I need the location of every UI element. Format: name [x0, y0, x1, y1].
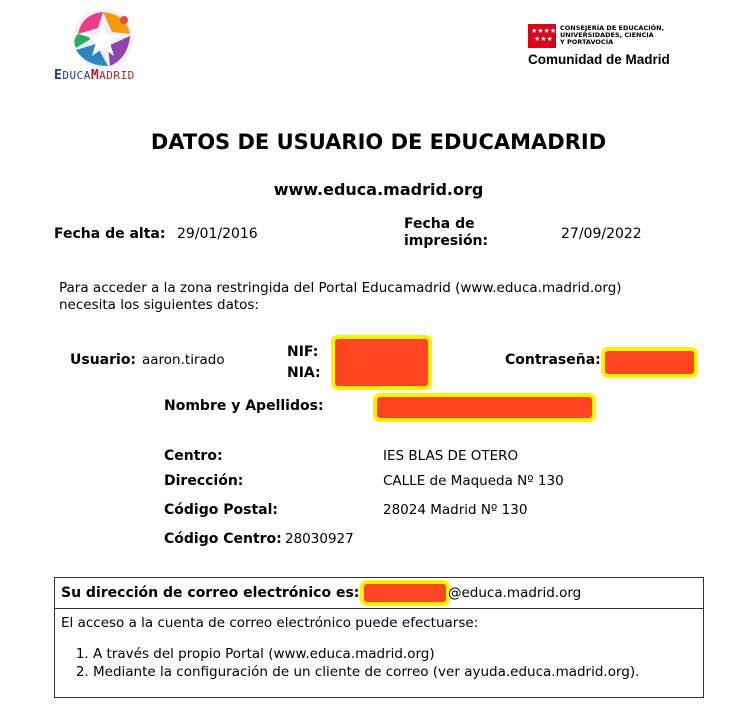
- fecha-impresion-value: 27/09/2022: [561, 226, 642, 242]
- nif-nia-labels: NIF: NIA:: [287, 344, 321, 381]
- list-item: 2. Mediante la configuración de un cliente de correo (ver ayuda.educa.madrid.org).: [93, 663, 639, 681]
- page-title: DATOS DE USUARIO DE EDUCAMADRID: [150, 130, 607, 154]
- nif-redaction: [331, 335, 432, 390]
- email-label: Su dirección de correo electrónico es:: [61, 585, 360, 601]
- educamadrid-logo-icon: [68, 6, 138, 72]
- comunidad-madrid-flag-icon: ★★★★ ★★★: [528, 24, 556, 48]
- email-redaction: [360, 580, 450, 606]
- usuario-value: aaron.tirado: [142, 352, 225, 368]
- email-row: [55, 578, 703, 609]
- educamadrid-wordmark: EDUCAMADRID: [54, 68, 135, 83]
- intro-text: Para acceder a la zona restringida del Portal Educamadrid (www.educa.madrid.org) necesita los siguientes datos:: [59, 280, 622, 313]
- fecha-alta-value: 29/01/2016: [177, 226, 258, 242]
- email-access-list: [55, 645, 639, 681]
- list-item: 1. A través del propio Portal (www.educa.madrid.org): [93, 645, 639, 663]
- fecha-impresion-label: Fecha de impresión:: [404, 216, 489, 249]
- nombre-redaction: [373, 393, 596, 422]
- centro-value: IES BLAS DE OTERO: [383, 448, 519, 464]
- email-info-box: [54, 577, 704, 698]
- direccion-value: CALLE de Maqueda Nº 130: [383, 473, 564, 489]
- email-access-text: El acceso a la cuenta de correo electrónico puede efectuarse:: [61, 615, 479, 631]
- fecha-alta-label: Fecha de alta:: [54, 226, 166, 242]
- centro-label: Centro:: [164, 448, 223, 464]
- email-domain: @educa.madrid.org: [448, 585, 582, 601]
- comunidad-madrid-name: Comunidad de Madrid: [528, 52, 670, 67]
- usuario-label: Usuario:: [70, 352, 137, 368]
- cp-value: 28024 Madrid Nº 130: [383, 502, 528, 518]
- codigo-centro-label: Código Centro:: [164, 531, 282, 547]
- cp-label: Código Postal:: [164, 502, 278, 518]
- consejeria-text: CONSEJERÍA DE EDUCACIÓN, UNIVERSIDADES, CIENCIA Y PORTAVOCÍA: [560, 24, 665, 46]
- nombre-label: Nombre y Apellidos:: [164, 398, 324, 414]
- direccion-label: Dirección:: [164, 473, 244, 489]
- site-url: www.educa.madrid.org: [273, 180, 484, 199]
- password-label: Contraseña:: [505, 352, 601, 368]
- password-redaction: [601, 347, 698, 378]
- codigo-centro-value: 28030927: [285, 531, 354, 547]
